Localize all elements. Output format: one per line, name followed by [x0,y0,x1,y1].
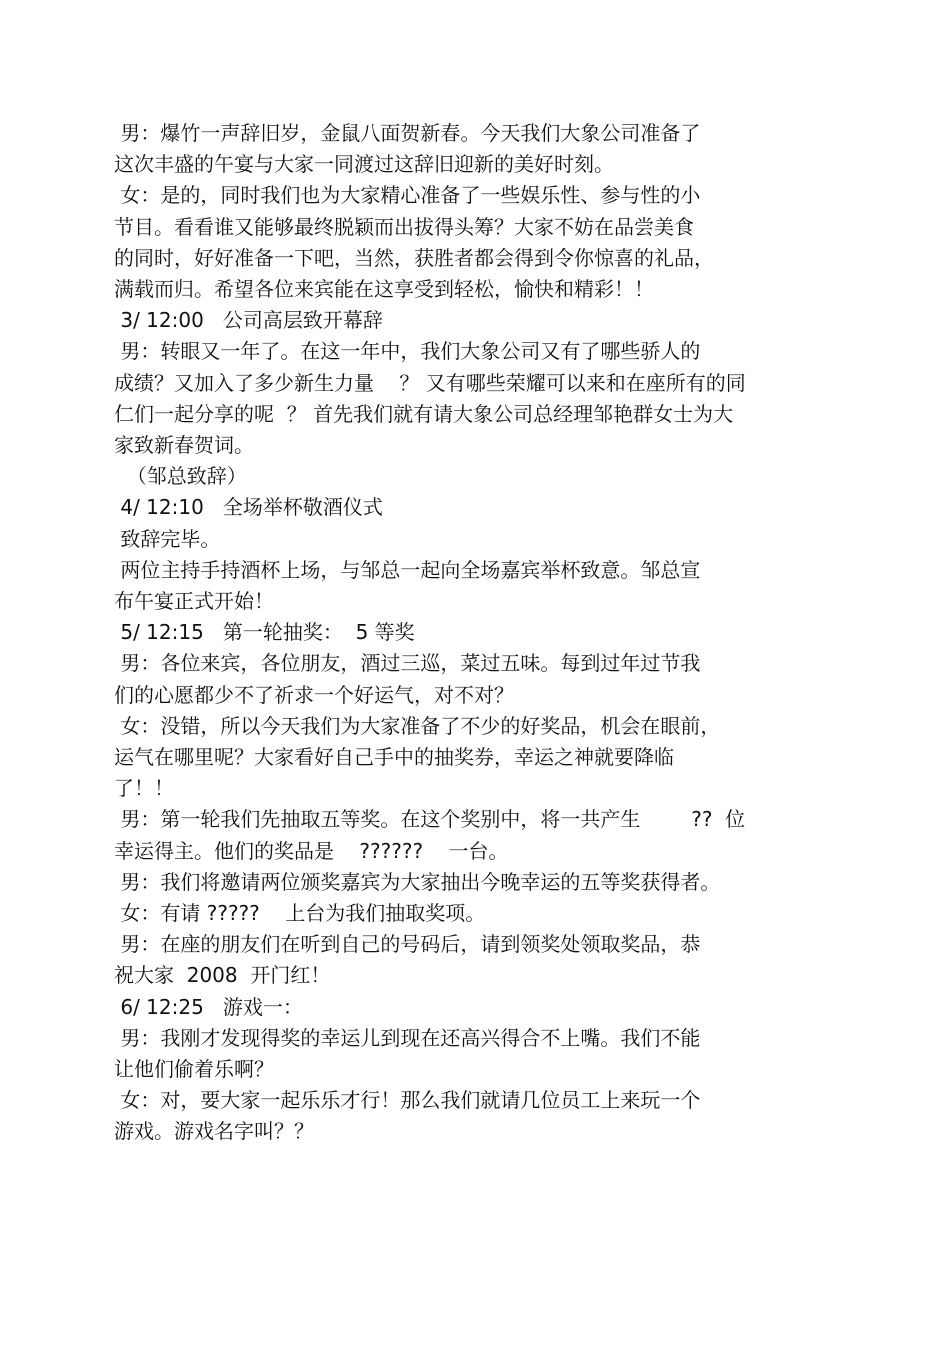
text-line: 女：对，要大家一起乐乐才行！那么我们就请几位员工上来玩一个 [114,1088,701,1113]
text-line: 两位主持手持酒杯上场，与邹总一起向全场嘉宾举杯致意。邹总宣 [114,557,701,582]
text-line: （邹总致辞） [114,464,247,489]
text-line: 幸运得主。他们的奖品是 ?????? 一台。 [114,838,509,863]
text-line: 们的心愿都少不了祈求一个好运气，对不对？ [114,682,514,707]
text-line: 节目。看看谁又能够最终脱颖而出拔得头筹？大家不妨在品尝美食 [114,214,694,239]
text-line: 让他们偷着乐啊？ [114,1057,274,1081]
text-line: 男：我刚才发现得奖的幸运儿到现在还高兴得合不上嘴。我们不能 [114,1025,701,1050]
text-line: 的同时，好好准备一下吧，当然，获胜者都会得到令你惊喜的礼品， [114,245,714,270]
text-line: 仁们一起分享的呢 ？ 首先我们就有请大象公司总经理邹艳群女士为大 [114,401,734,426]
text-line: 游戏。游戏名字叫？？ [114,1119,314,1144]
text-line: 男：爆竹一声辞旧岁，金鼠八面贺新春。今天我们大象公司准备了 [114,121,701,145]
text-line: 女：是的，同时我们也为大家精心准备了一些娱乐性、参与性的小 [114,183,701,208]
text-line: 运气在哪里呢？大家看好自己手中的抽奖券，幸运之神就要降临 [114,745,674,769]
text-line: 4/ 12:10 全场举杯敬酒仪式 [114,495,383,520]
text-line: 家致新春贺词。 [114,433,254,457]
text-line: 男：转眼又一年了。在这一年中，我们大象公司又有了哪些骄人的 [114,339,701,364]
text-line: 女：有请 ????? 上台为我们抽取奖项。 [114,901,486,925]
text-line: 6/ 12:25 游戏一： [114,994,303,1019]
text-line: 男：在座的朋友们在听到自己的号码后，请到领奖处领取奖品，恭 [114,932,701,957]
text-line: 致辞完毕。 [114,526,221,551]
text-line: 这次丰盛的午宴与大家一同渡过这辞旧迎新的美好时刻。 [114,152,614,177]
text-line: 5/ 12:15 第一轮抽奖： 5 等奖 [114,620,415,645]
text-line: 成绩？又加入了多少新生力量 ？ 又有哪些荣耀可以来和在座所有的同 [114,370,746,395]
text-line: 3/ 12:00 公司高层致开幕辞 [114,308,383,333]
text-line: 布午宴正式开始！ [114,589,274,613]
text-line: 了！！ [114,776,174,801]
text-line: 男：各位来宾，各位朋友，酒过三巡，菜过五味。每到过年过节我 [114,651,701,676]
text-line: 满载而归。希望各位来宾能在这享受到轻松，愉快和精彩！！ [114,277,654,301]
text-line: 男：第一轮我们先抽取五等奖。在这个奖别中，将一共产生 ?? 位 [114,807,746,832]
text-line: 女：没错，所以今天我们为大家准备了不少的好奖品，机会在眼前， [114,713,721,738]
text-line: 祝大家 2008 开门红！ [114,963,331,988]
text-line: 男：我们将邀请两位颁奖嘉宾为大家抽出今晚幸运的五等奖获得者。 [114,869,721,894]
